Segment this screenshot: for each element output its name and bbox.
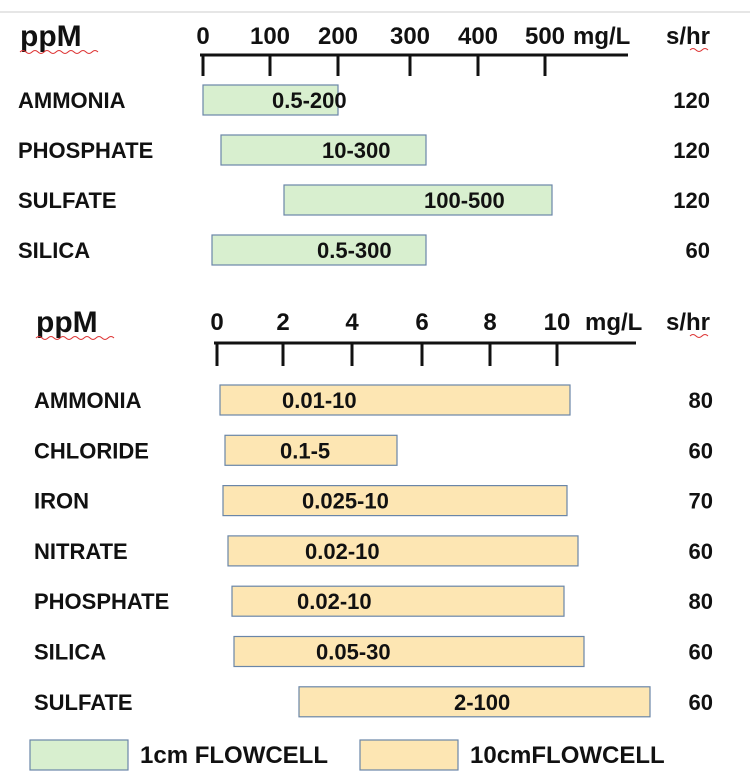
rate-value: 80 — [688, 388, 713, 413]
tick-label: 500 — [524, 23, 566, 50]
tick-label: 400 — [457, 23, 499, 50]
range-bar — [284, 185, 552, 215]
analyte-name: CHLORIDE — [34, 438, 149, 464]
tick-label: 100 — [249, 23, 291, 50]
range-row-silica — [34, 637, 713, 667]
tick-label: 4 — [345, 309, 359, 336]
range-row-phosphate — [18, 135, 710, 165]
tick-label: 200 — [317, 23, 359, 50]
tick-label: 0 — [196, 23, 210, 50]
legend-swatch — [360, 740, 458, 770]
tick-label: 0 — [210, 309, 224, 336]
analyte-name: AMMONIA — [34, 388, 142, 413]
tick-label: 2 — [276, 309, 290, 336]
rate-value: 60 — [688, 438, 713, 464]
range-row-ammonia — [18, 85, 710, 115]
analyte-name: PHOSPHATE — [34, 589, 170, 615]
rate-value: 120 — [673, 88, 710, 113]
chart-panel-2 — [34, 306, 713, 717]
range-bar — [223, 486, 567, 516]
range-label: 10-300 — [322, 138, 391, 163]
rate-value: 120 — [673, 188, 710, 213]
axis-unit: mg/L — [585, 309, 643, 336]
chart-panel-1 — [18, 20, 710, 265]
range-label: 0.02-10 — [305, 538, 380, 564]
range-row-phosphate — [34, 586, 713, 616]
range-row-iron — [34, 486, 713, 516]
rate-header: s/hr — [665, 309, 710, 336]
tick-label: 8 — [483, 309, 497, 336]
rate-value: 80 — [688, 589, 713, 615]
range-row-ammonia — [34, 385, 713, 415]
legend-swatch — [30, 740, 128, 770]
range-bar — [228, 536, 578, 566]
legend-item — [360, 740, 665, 770]
rate-value: 120 — [673, 138, 710, 163]
legend-item — [30, 740, 328, 770]
range-row-sulfate — [18, 185, 710, 215]
analyte-name: IRON — [34, 488, 89, 514]
legend-label: 10cmFLOWCELL — [470, 742, 665, 769]
analyte-name: NITRATE — [34, 538, 128, 564]
tick-label: 10 — [543, 309, 571, 336]
analyte-name: SULFATE — [34, 689, 133, 715]
rate-value: 60 — [688, 538, 713, 564]
analyte-name: SULFATE — [18, 188, 117, 213]
range-label: 0.5-300 — [317, 238, 392, 263]
range-label: 2-100 — [454, 689, 511, 715]
rate-value: 60 — [688, 639, 713, 665]
axis-unit: mg/L — [573, 23, 631, 50]
range-label: 100-500 — [424, 188, 505, 213]
range-label: 0.1-5 — [280, 438, 331, 464]
rate-value: 60 — [688, 689, 713, 715]
range-row-chloride — [34, 435, 713, 465]
rate-header: s/hr — [665, 23, 710, 50]
tick-label: 300 — [389, 23, 431, 50]
range-label: 0.025-10 — [302, 488, 389, 514]
rate-value: 70 — [688, 488, 713, 514]
rate-value: 60 — [685, 238, 710, 263]
unit-label: ppM — [20, 20, 82, 53]
range-bar — [234, 637, 584, 667]
legend — [30, 740, 665, 770]
legend-label: 1cm FLOWCELL — [140, 742, 329, 769]
range-label: 0.5-200 — [272, 88, 347, 113]
analyte-name: SILICA — [34, 639, 107, 665]
range-row-sulfate — [34, 687, 713, 717]
range-label: 0.02-10 — [297, 589, 372, 615]
analyte-name: SILICA — [18, 238, 91, 263]
range-label: 0.01-10 — [282, 388, 357, 413]
range-row-silica — [18, 235, 710, 265]
range-row-nitrate — [34, 536, 713, 566]
range-bar — [232, 586, 564, 616]
range-label: 0.05-30 — [316, 639, 391, 665]
analyte-name: PHOSPHATE — [18, 138, 154, 163]
unit-label: ppM — [36, 306, 98, 339]
analyte-name: AMMONIA — [18, 88, 126, 113]
range-bar — [220, 385, 570, 415]
tick-label: 6 — [415, 309, 429, 336]
